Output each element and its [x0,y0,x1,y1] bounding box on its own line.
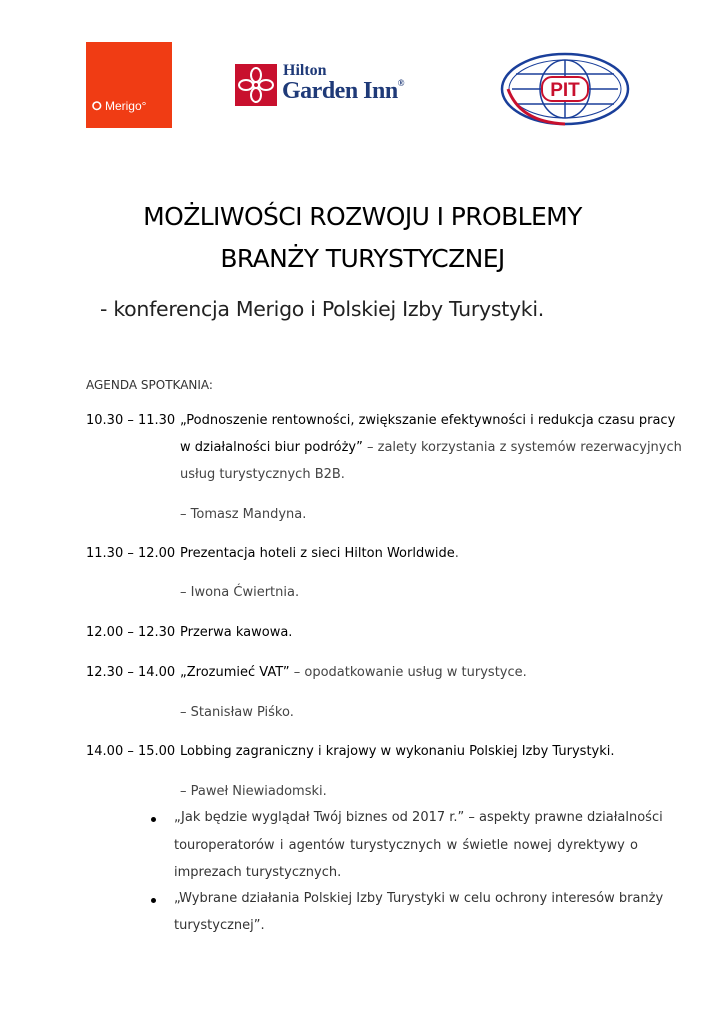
agenda-time-1: 10.30 – 11.30 [86,413,176,428]
bullet-2-line1: „Wybrane działania Polskiej Izby Turystyki w celu ochrony interesów branży [174,891,664,906]
bullet-2-line2: turystycznej”. [174,918,265,933]
agenda-title-2: Prezentacja hoteli z sieci Hilton Worldwide [180,546,455,561]
merigo-logo-icon: ⭘ [92,99,102,113]
agenda-time-3: 12.00 – 12.30 [86,625,176,640]
agenda-speaker-1: – Tomasz Mandyna. [180,507,307,522]
agenda-speaker-5: – Paweł Niewiadomski. [180,784,327,799]
registered-mark: ° [141,99,147,113]
agenda-heading: AGENDA SPOTKANIA: [86,378,213,392]
agenda-title-2-suffix: . [454,546,459,561]
hilton-logo-brand: Garden Inn [282,78,398,104]
bullet-1-line1: „Jak będzie wyglądał Twój biznes od 2017 r.” – aspekty prawne działalności [174,810,663,825]
bullet-marker [151,898,156,903]
agenda-time-2: 11.30 – 12.00 [86,546,176,561]
agenda-time-4: 12.30 – 14.00 [86,665,176,680]
agenda-speaker-4: – Stanisław Piśko. [180,705,294,720]
title-line-1: MOŻLIWOŚCI ROZWOJU I PROBLEMY [143,202,582,231]
hilton-logo-line2 [282,78,404,105]
title-line-2: BRANŻY TURYSTYCZNEJ [220,244,505,273]
agenda-desc-1-line2: – zalety korzystania z systemów rezerwacyjnych [362,440,682,455]
bullet-marker [151,817,156,822]
agenda-speaker-2: – Iwona Ćwiertnia. [180,585,300,600]
agenda-item-4-title [180,665,527,680]
agenda-title-3: Przerwa kawowa. [180,625,293,640]
bullet-1-line3: imprezach turystycznych. [174,865,342,880]
bullet-1-line2: touroperatorów i agentów turystycznych w świetle nowej dyrektywy o [174,838,638,853]
hilton-garden-inn-logo [235,64,447,106]
agenda-title-4: „Zrozumieć VAT” [180,665,290,680]
document-subtitle: - konferencja Merigo i Polskiej Izby Turystyki. [100,297,544,321]
agenda-title-1-line2: w działalności biur podróży” [180,440,363,455]
agenda-desc-4: – opodatkowanie usług w turystyce. [289,665,527,680]
agenda-item-2-title [180,546,459,561]
agenda-desc-1-line3: usług turystycznych B2B. [180,467,345,482]
hilton-flower-icon [235,64,277,106]
merigo-logo-text: Merigo [104,99,142,113]
merigo-logo [86,42,172,128]
pit-logo [500,52,630,126]
agenda-item-1-line2 [180,440,682,455]
agenda-time-5: 14.00 – 15.00 [86,744,176,759]
hilton-registered-mark: ® [397,78,404,88]
agenda-title-5: Lobbing zagraniczny i krajowy w wykonaniu Polskiej Izby Turystyki. [180,744,615,759]
agenda-title-1-line1: „Podnoszenie rentowności, zwiększanie efektywności i redukcja czasu pracy [180,413,676,428]
hilton-logo-line1: Hilton [283,62,327,79]
pit-logo-text: PIT [550,80,580,101]
document-title [0,196,725,280]
